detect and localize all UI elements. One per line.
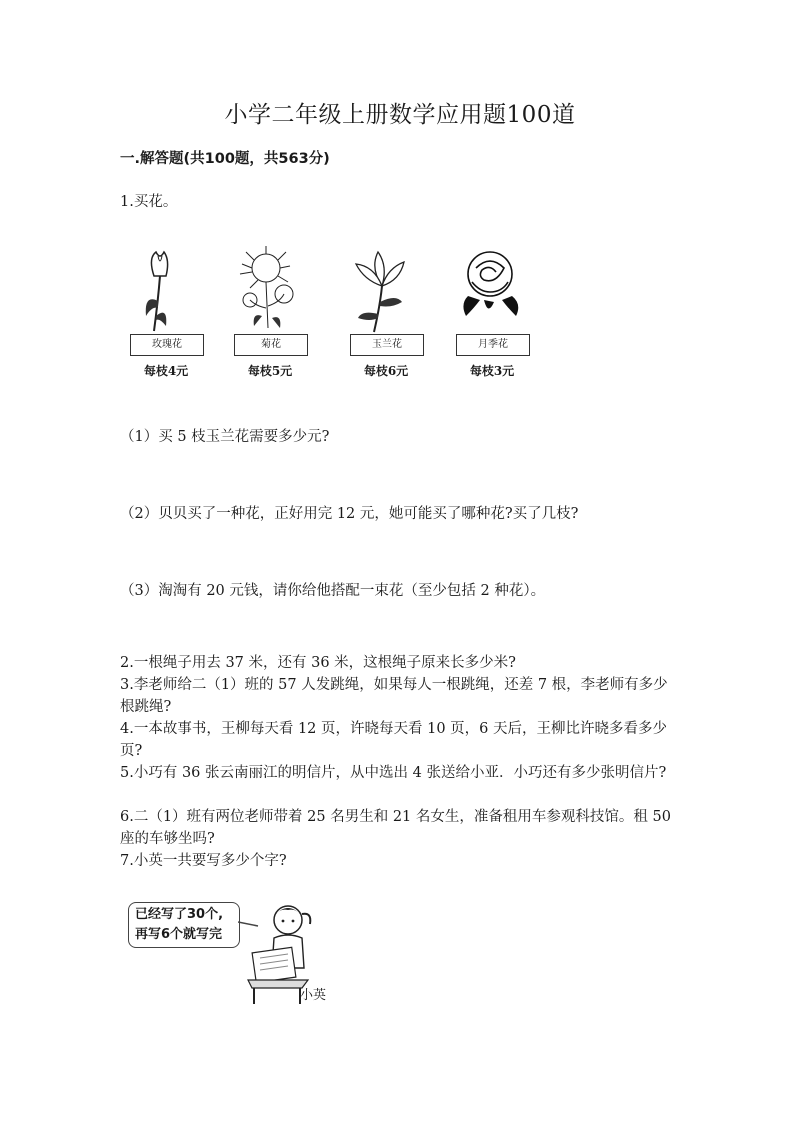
- question-7-illustration: [128, 896, 368, 1016]
- flower-name: 玫瑰花: [130, 334, 204, 356]
- question-7: 7.小英一共要写多少个字?: [120, 853, 287, 869]
- flower-name: 月季花: [456, 334, 530, 356]
- flower-card-rose: [124, 246, 214, 386]
- china-rose-icon: [450, 246, 540, 336]
- page-title: 小学二年级上册数学应用题100道: [224, 102, 576, 128]
- question-5: 5.小巧有 36 张云南丽江的明信片，从中选出 4 张送给小亚．小巧还有多少张明信片?: [120, 765, 667, 781]
- bubble-line-2: 再写6个就写完: [135, 927, 223, 942]
- bubble-line-1: 已经写了30个,: [135, 907, 224, 922]
- rose-tulip-icon: [124, 246, 214, 336]
- question-3: 3.李老师给二（1）班的 57 人发跳绳，如果每人一根跳绳，还差 7 根，李老师有多少根跳绳?: [120, 677, 668, 715]
- flower-name: 玉兰花: [350, 334, 424, 356]
- magnolia-icon: [344, 246, 434, 336]
- girl-writing-icon: [238, 896, 348, 1006]
- question-1-part-2: （2）贝贝买了一种花，正好用完 12 元，她可能买了哪种花?买了几枝?: [120, 506, 579, 522]
- flower-card-magnolia: [344, 246, 434, 386]
- question-4: 4.一本故事书，王柳每天看 12 页，许晓每天看 10 页，6 天后，王柳比许晓多看多少页?: [120, 721, 668, 759]
- flower-card-china-rose: [450, 246, 540, 386]
- flower-price: 每枝6元: [363, 364, 409, 378]
- flower-card-chrysanthemum: [228, 246, 318, 386]
- flower-price: 每枝5元: [247, 364, 293, 378]
- question-6: 6.二（1）班有两位老师带着 25 名男生和 21 名女生，准备租用车参观科技馆。租 50 座的车够坐吗?: [120, 809, 671, 847]
- speech-bubble: [128, 902, 240, 948]
- question-2: 2.一根绳子用去 37 米，还有 36 米，这根绳子原来长多少米?: [120, 655, 516, 671]
- section-heading: 一.解答题(共100题，共563分): [120, 151, 330, 167]
- question-1-stem: 1.买花。: [120, 194, 178, 210]
- flower-price: 每枝3元: [469, 364, 515, 378]
- chrysanthemum-icon: [228, 246, 318, 336]
- question-1-part-1: （1）买 5 枝玉兰花需要多少元?: [120, 429, 330, 445]
- flower-name: 菊花: [234, 334, 308, 356]
- flower-price: 每枝4元: [143, 364, 189, 378]
- question-1-part-3: （3）淘淘有 20 元钱，请你给他搭配一束花（至少包括 2 种花）。: [120, 583, 546, 599]
- girl-name-label: 小英: [300, 988, 327, 1003]
